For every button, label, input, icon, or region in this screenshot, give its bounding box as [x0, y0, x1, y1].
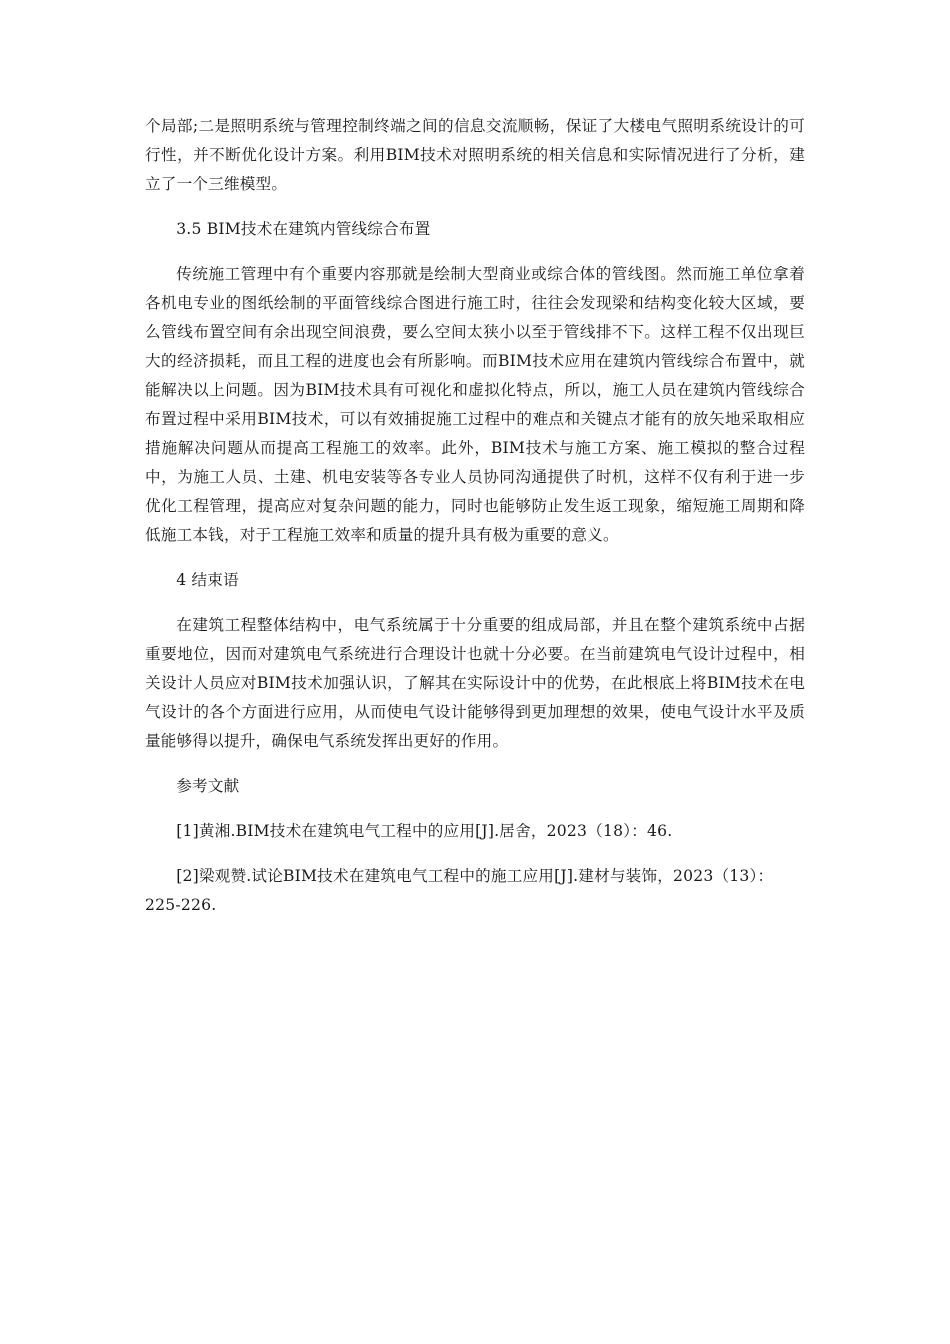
paragraph-pipeline-layout: 传统施工管理中有个重要内容那就是绘制大型商业或综合体的管线图。然而施工单位拿着各机电专业的图纸绘制的平面管线综合图进行施工时，往往会发现梁和结构变化较大区域，要么管线布置空间有余出现空间浪费，要么空间太狭小以至于管线排不下。这样工程不仅出现巨大的经济损耗，而且工程的进度也会有所影响。而BIM技术应用在建筑内管线综合布置中，就能解决以上问题。因为BIM技术具有可视化和虚拟化特点，所以，施工人员在建筑内管线综合布置过程中采用BIM技术，可以有效捕捉施工过程中的难点和关键点才能有的放矢地采取相应措施解决问题从而提高工程施工的效率。此外，BIM技术与施工方案、施工模拟的整合过程中，为施工人员、土建、机电安装等各专业人员协同沟通提供了时机，这样不仅有利于进一步优化工程管理，提高应对复杂问题的能力，同时也能够防止发生返工现象，缩短施工周期和降低施工本钱，对于工程施工效率和质量的提升具有极为重要的意义。 — [145, 265, 805, 544]
section-heading-3-5: 3.5 BIM技术在建筑内管线综合布置 — [176, 220, 431, 238]
paragraph-conclusion: 在建筑工程整体结构中，电气系统属于十分重要的组成局部，并且在整个建筑系统中占据重要地位，因而对建筑电气系统进行合理设计也就十分必要。在当前建筑电气设计过程中，相关设计人员应对BIM技术加强认识，了解其在实际设计中的优势，在此根底上将BIM技术在电气设计的各个方面进行应用，从而使电气设计能够得到更加理想的效果，使电气设计水平及质量能够得以提升，确保电气系统发挥出更好的作用。 — [145, 616, 805, 750]
paragraph-lighting-system: 个局部;二是照明系统与管理控制终端之间的信息交流顺畅，保证了大楼电气照明系统设计的可行性，并不断优化设计方案。利用BIM技术对照明系统的相关信息和实际情况进行了分析，建立了一个三维模型。 — [145, 117, 805, 193]
references-title: 参考文献 — [176, 777, 240, 795]
document-body — [145, 112, 805, 936]
reference-item-1: [1]黄湘.BIM技术在建筑电气工程中的应用[J].居舍，2023（18）：46. — [176, 822, 673, 840]
section-heading-4: 4 结束语 — [176, 571, 239, 589]
reference-item-2: [2]梁观赞.试论BIM技术在建筑电气工程中的施工应用[J].建材与装饰，2023（13）：225-226. — [145, 867, 774, 914]
